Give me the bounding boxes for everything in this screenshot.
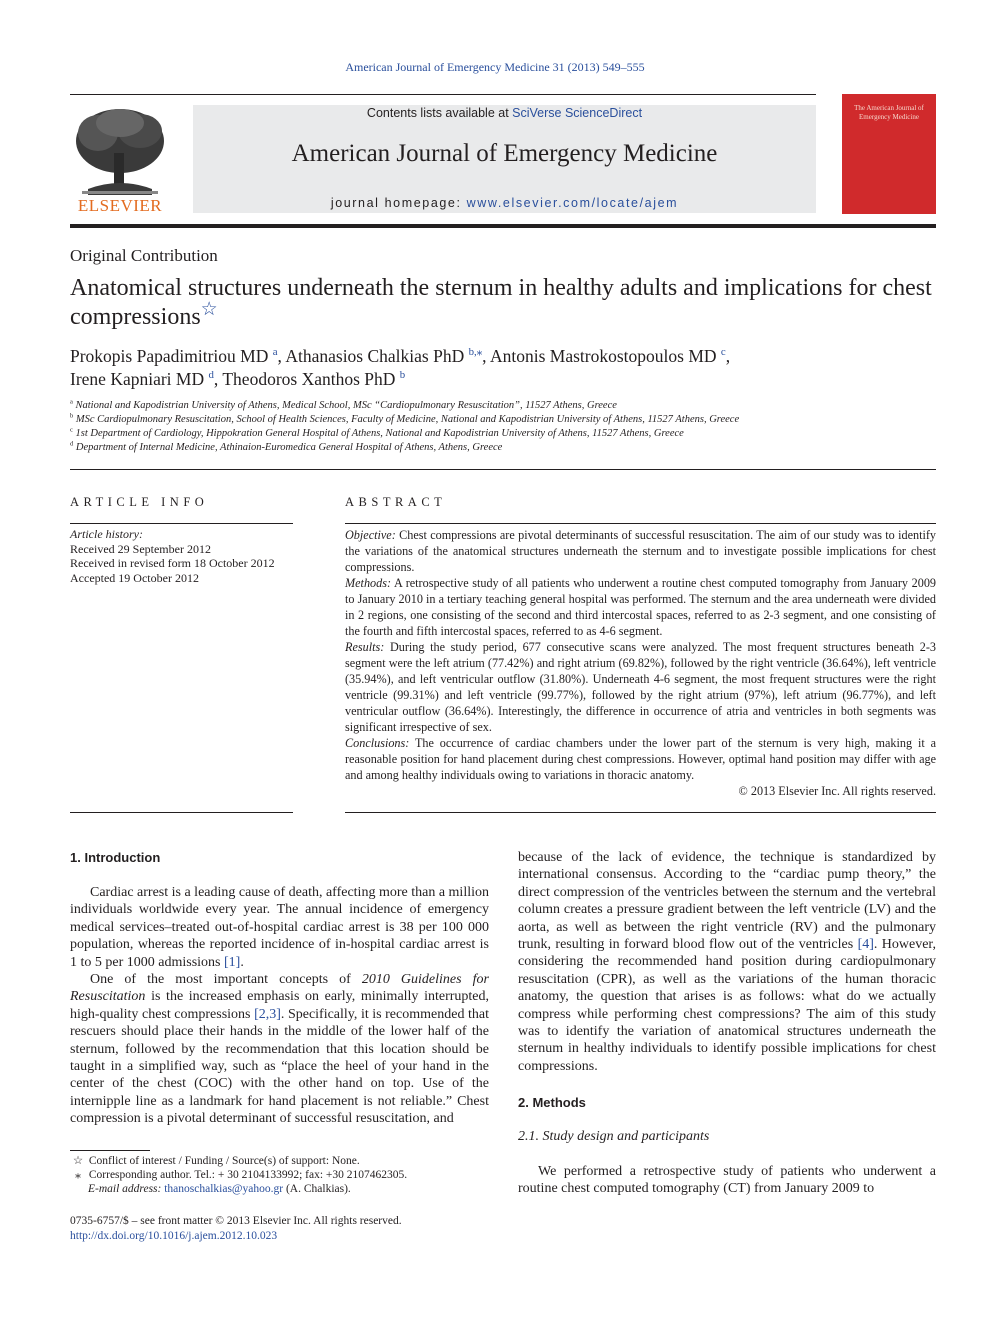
abstract-heading: ABSTRACT bbox=[345, 495, 447, 509]
issn-line: 0735-6757/$ – see front matter © 2013 Elsevier Inc. All rights reserved. bbox=[70, 1215, 402, 1227]
affiliation-key: a bbox=[70, 398, 73, 406]
title-footnote-star-icon[interactable]: ☆ bbox=[200, 299, 218, 320]
author-affiliation-mark[interactable]: b bbox=[399, 369, 406, 382]
article-title bbox=[70, 274, 950, 332]
intro-p2-text: One of the most important concepts of bbox=[90, 972, 362, 988]
author-affiliation-mark[interactable]: c bbox=[720, 346, 726, 359]
intro-paragraph-2-continued bbox=[518, 849, 936, 1075]
conclusions-text: The occurrence of cardiac chambers under the lower part of the sternum is very high, making it a reasonable position for hand placement during chest compressions. However, optimal hand position may differ with age and among healthy individuals owing to variations in thoracic anatomy. bbox=[345, 736, 937, 782]
author-affiliation-mark[interactable]: a bbox=[272, 346, 278, 359]
article-info-rule bbox=[70, 523, 293, 524]
subsection-heading: 2.1. Study design and participants bbox=[518, 1129, 710, 1144]
cover-title: The American Journal of Emergency Medicine bbox=[854, 104, 924, 121]
author-name: Theodoros Xanthos PhD bbox=[222, 369, 396, 389]
affiliation bbox=[70, 399, 940, 413]
email-label: E-mail address: bbox=[88, 1183, 162, 1196]
front-matter bbox=[70, 1214, 490, 1243]
intro-p1-end: . bbox=[240, 954, 244, 970]
article-history bbox=[70, 527, 300, 585]
affiliation-key: c bbox=[70, 426, 73, 434]
author-affiliation-mark[interactable]: d bbox=[208, 369, 214, 382]
affiliation-text: Department of Internal Medicine, Athinaion-Euromedica General Hospital of Athens, Athens, Greece bbox=[75, 442, 503, 453]
affiliation-rule bbox=[70, 469, 936, 470]
abstract-rule bbox=[345, 523, 936, 524]
reference-link[interactable]: [4] bbox=[857, 937, 874, 953]
introduction-heading: 1. Introduction bbox=[70, 850, 161, 865]
author-separator: , bbox=[725, 346, 731, 366]
affiliation-text: 1st Department of Cardiology, Hippokration General Hospital of Athens, National and Kapodistrian University of Athens, 11527 Athens, Greece bbox=[75, 428, 684, 439]
reference-link[interactable]: [2,3] bbox=[254, 1006, 281, 1022]
affiliation-text: MSc Cardiopulmonary Resuscitation, School of Health Sciences, Faculty of Medicine, National and Kapodistrian University of Athens, 11527 Athens, Greece bbox=[75, 414, 740, 425]
copyright-line: © 2013 Elsevier Inc. All rights reserved. bbox=[738, 784, 936, 798]
right-column-body bbox=[518, 849, 936, 1075]
intro-p2-text: . Specifically, it is recommended that rescuers should place their hands in the middle of the lower half of the sternum, followed by the recommendation that this location should be taught in a simplified way, such as “place the heel of your hand in the center of the chest (COC) with the other hand on top. Use of the internipple line as a landmark for hand placement is not reliable.” Chest compression is a pivotal determinant of successful resuscitation, and bbox=[70, 1006, 489, 1127]
elsevier-logo[interactable] bbox=[68, 103, 172, 215]
abstract-methods bbox=[345, 575, 936, 639]
abstract-objective bbox=[345, 527, 936, 575]
footnote-star-icon: ☆ bbox=[72, 1155, 84, 1167]
abstract-results bbox=[345, 639, 936, 735]
revised-date: Received in revised form 18 October 2012 bbox=[70, 556, 275, 570]
intro-paragraph-1 bbox=[70, 884, 489, 971]
author-list bbox=[70, 345, 940, 391]
article-title-text: Anatomical structures underneath the sternum in healthy adults and implications for chest compressions bbox=[70, 275, 932, 330]
author-separator: , bbox=[277, 346, 286, 366]
objective-text: Chest compressions are pivotal determinants of successful resuscitation. The aim of our study was to identify the variations of the anatomical structures underneath the sternum and to investigate possible implications for chest compressions. bbox=[345, 528, 936, 574]
author-affiliation-mark[interactable]: b,⁎ bbox=[468, 346, 483, 359]
homepage-prefix: journal homepage: bbox=[330, 196, 467, 210]
intro-p1-text: Cardiac arrest is a leading cause of death, affecting more than a million individuals worldwide every year. The annual incidence of emergency medical services–treated out-of-hospital cardiac arrest is 38 per 100 000 population, whereas the reported incidence of in-hospital cardiac arrest is 1 to 5 per 1000 admissions bbox=[70, 885, 489, 970]
intro-p2-italic: 2010 Guidelines for Resuscitation bbox=[70, 972, 489, 1005]
affiliation-text: National and Kapodistrian University of Athens, Medical School, MSc “Cardiopulmonary Resuscitation”, 11527 Athens, Greece bbox=[75, 400, 617, 411]
running-head[interactable] bbox=[0, 60, 990, 75]
homepage-link[interactable]: www.elsevier.com/locate/ajem bbox=[466, 196, 679, 210]
email-footnote bbox=[70, 1182, 490, 1196]
elsevier-wordmark: ELSEVIER bbox=[77, 196, 163, 215]
corresponding-footnote bbox=[70, 1168, 490, 1182]
results-label: Results: bbox=[345, 640, 385, 654]
masthead-rule bbox=[70, 224, 936, 228]
abstract-bottom-rule bbox=[345, 812, 936, 813]
article-type: Original Contribution bbox=[70, 246, 218, 265]
conflict-text: Conflict of interest / Funding / Source(s) of support: None. bbox=[88, 1155, 360, 1167]
introduction-body bbox=[70, 884, 489, 1128]
methods-label: Methods: bbox=[345, 576, 392, 590]
author-separator: , bbox=[213, 369, 223, 389]
abstract-body bbox=[345, 527, 936, 799]
affiliation-key: b bbox=[70, 412, 74, 420]
article-info-heading: ARTICLE INFO bbox=[70, 495, 209, 509]
email-suffix: (A. Chalkias). bbox=[283, 1183, 351, 1196]
author-name: Irene Kapniari MD bbox=[70, 369, 205, 389]
homepage-line bbox=[193, 196, 816, 210]
intro-paragraph-2 bbox=[70, 971, 489, 1128]
affiliation-list bbox=[70, 399, 940, 455]
intro-cont-text: because of the lack of evidence, the technique is standardized by international consensus. According to the “cardiac pump theory,” the direct compression of the ventricles between the sternum and the vertebral column creates a pressure gradient between the left ventricle (LV) and the aorta, as well as between the right ventricle (RV) and the pulmonary trunk, resulting in forward blood flow out of the ventricles bbox=[518, 850, 936, 953]
affiliation bbox=[70, 413, 940, 427]
doi-link[interactable]: http://dx.doi.org/10.1016/j.ajem.2012.10.023 bbox=[70, 1229, 278, 1242]
reference-link[interactable]: [1] bbox=[224, 954, 241, 970]
asterisk-icon: ⁎ bbox=[75, 1169, 81, 1182]
methods-text: A retrospective study of all patients who underwent a routine chest computed tomography from January 2009 to January 2010 in a tertiary teaching general hospital was performed. The sternum and the area underneath were divided in 2 regions, one consisting of the second and third intercostal spaces, referred to as 2-3 segment, and one consisting of the fourth and fifth intercostal spaces, referred to as 4-6 segment. bbox=[345, 576, 937, 638]
author-name: Prokopis Papadimitriou MD bbox=[70, 346, 269, 366]
sciencedirect-link[interactable]: SciVerse ScienceDirect bbox=[512, 106, 643, 120]
corresponding-text: Corresponding author. Tel.: + 30 2104133992; fax: +30 2107462305. bbox=[88, 1169, 408, 1182]
journal-title: American Journal of Emergency Medicine bbox=[291, 140, 718, 167]
contents-line bbox=[193, 106, 816, 120]
methods-body bbox=[518, 1163, 936, 1198]
author-separator: , bbox=[482, 346, 490, 366]
methods-heading: 2. Methods bbox=[518, 1095, 586, 1110]
affiliation-key: d bbox=[70, 440, 74, 448]
conflict-footnote bbox=[70, 1154, 490, 1168]
results-text: During the study period, 677 consecutive scans were analyzed. The most frequent structures beneath 2-3 segment were the left atrium (77.42%) and right atrium (69.82%), followed by the right ventricle (36.64%), left ventricle (35.94%), and left ventricular outflow (31.80%). Underneath 4-6 segment, the most frequent structures were the right ventricle (99.31%) and left ventricle (99.77%), followed by the right atrium (97%), left atrium (96.77%), and left ventricular outflow (36.64%). Interestingly, the difference in occurrence of atria and ventricles in both segments was significant irrespective of sex. bbox=[345, 640, 937, 734]
journal-cover[interactable] bbox=[842, 94, 936, 214]
affiliation bbox=[70, 427, 940, 441]
email-link[interactable]: thanoschalkias@yahoo.gr bbox=[164, 1183, 284, 1196]
conclusions-label: Conclusions: bbox=[345, 736, 410, 750]
footnote-rule bbox=[70, 1150, 150, 1151]
author-name: Antonis Mastrokostopoulos MD bbox=[489, 346, 717, 366]
header-rule bbox=[70, 94, 816, 95]
accepted-date: Accepted 19 October 2012 bbox=[70, 570, 199, 585]
methods-paragraph-1: We performed a retrospective study of patients who underwent a routine chest computed tomography (CT) from January 2009 to bbox=[518, 1164, 936, 1197]
intro-p2-text: is the increased emphasis on early, minimally interrupted, high-quality chest compressions bbox=[70, 989, 489, 1022]
citation-link[interactable]: American Journal of Emergency Medicine 31 (2013) 549–555 bbox=[345, 60, 645, 74]
received-date: Received 29 September 2012 bbox=[70, 541, 211, 556]
affiliation bbox=[70, 441, 940, 455]
contents-prefix: Contents lists available at bbox=[366, 106, 513, 120]
footnotes bbox=[70, 1154, 490, 1197]
intro-cont-text: . However, considering the recommended hand position during cardiopulmonary resuscitation (CPR), as well as the variations of the human thoracic anatomy, the question that arises is as follows: what do we actually compress while performing chest compressions? The aim of this study was to identify the variation of anatomical structures underneath the sternum in healthy individuals to identify possible implications for chest compressions. bbox=[518, 937, 937, 1074]
objective-label: Objective: bbox=[345, 528, 396, 542]
article-info-bottom-rule bbox=[70, 812, 293, 813]
history-label: Article history: bbox=[70, 527, 143, 541]
author-name: Athanasios Chalkias PhD bbox=[285, 346, 465, 366]
abstract-conclusions bbox=[345, 735, 936, 783]
